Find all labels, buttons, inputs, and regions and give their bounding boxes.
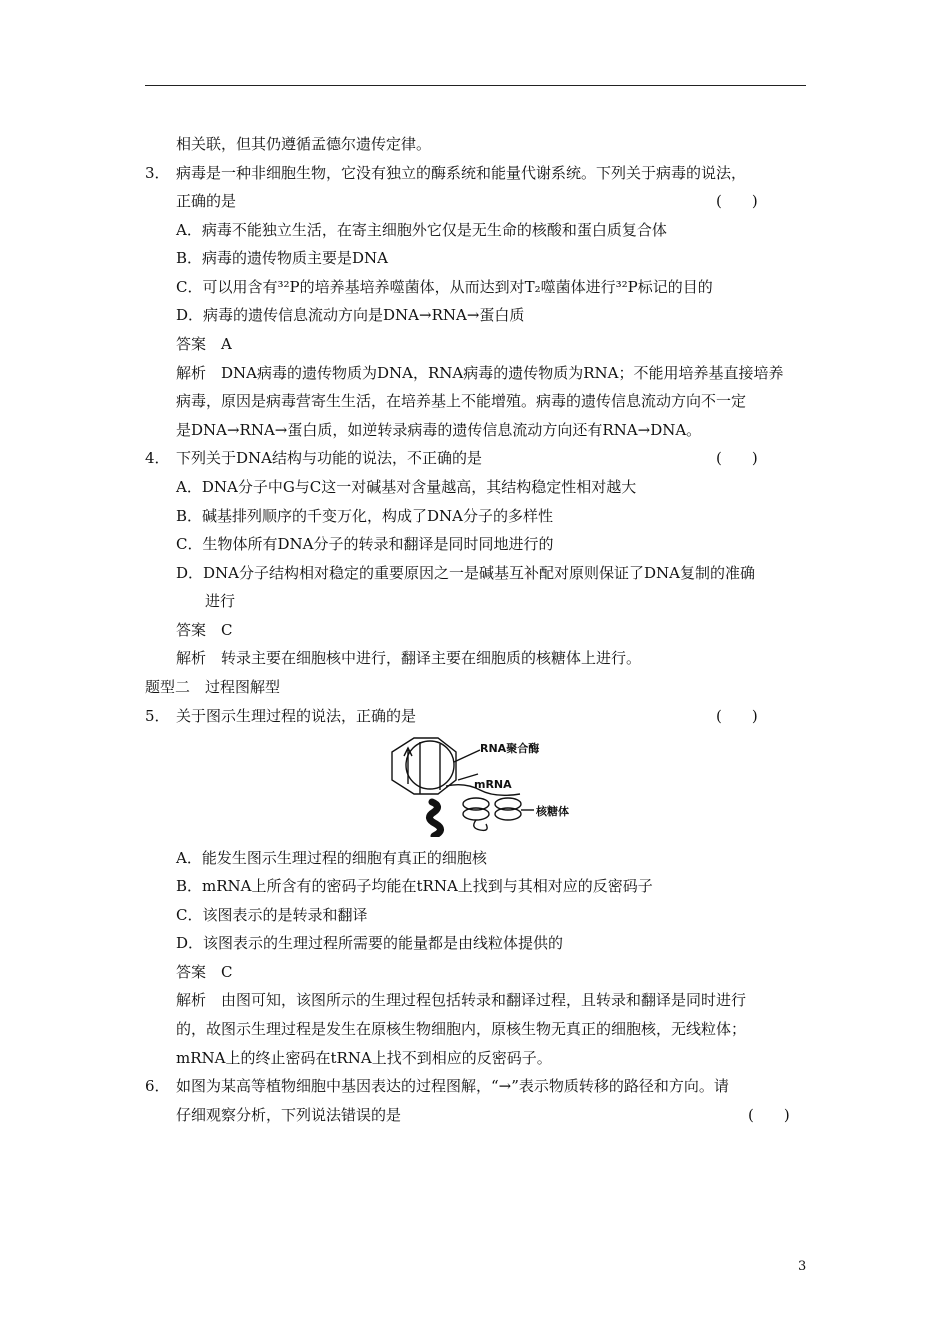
question-stem: 如图为某高等植物细胞中基因表达的过程图解，“→”表示物质转移的路径和方向。请 <box>176 1077 729 1095</box>
answer-blank: ( ) <box>716 449 758 467</box>
explanation: 是DNA→RNA→蛋白质，如逆转录病毒的遗传信息流动方向还有RNA→DNA。 <box>176 421 702 439</box>
explanation: 病毒，原因是病毒营寄生生活，在培养基上不能增殖。病毒的遗传信息流动方向不一定 <box>176 392 747 410</box>
option-d: D．病毒的遗传信息流动方向是DNA→RNA→蛋白质 <box>176 306 525 324</box>
option-b: B．病毒的遗传物质主要是DNA <box>176 249 389 267</box>
question-stem: 仔细观察分析，下列说法错误的是 <box>176 1106 402 1124</box>
label-mrna: mRNA <box>474 778 512 791</box>
question-stem: 下列关于DNA结构与功能的说法，不正确的是 <box>176 449 482 467</box>
rna-polymerase-pointer <box>454 750 480 762</box>
rna-polymerase-circle <box>406 741 454 789</box>
page-number: 3 <box>798 1259 807 1274</box>
transcription-translation-figure <box>380 732 590 837</box>
text-line: 相关联，但其仍遵循孟德尔遗传定律。 <box>176 135 432 153</box>
question-stem: 病毒是一种非细胞生物，它没有独立的酶系统和能量代谢系统。下列关于病毒的说法， <box>176 164 747 182</box>
explanation: mRNA上的终止密码在tRNA上找不到相应的反密码子。 <box>176 1049 552 1067</box>
question-stem: 关于图示生理过程的说法，正确的是 <box>176 707 417 725</box>
option-c: C．生物体所有DNA分子的转录和翻译是同时同地进行的 <box>176 535 554 553</box>
option-d: D．DNA分子结构相对稳定的重要原因之一是碱基互补配对原则保证了DNA复制的准确 <box>176 564 755 582</box>
dna-coil <box>429 802 440 836</box>
explanation: 解析 DNA病毒的遗传物质为DNA，RNA病毒的遗传物质为RNA；不能用培养基直接培养 <box>176 364 784 382</box>
question-number: 5． <box>145 707 170 725</box>
option-c: C．可以用含有³²P的培养基培养噬菌体，从而达到对T₂噬菌体进行³²P标记的目的 <box>176 278 713 296</box>
option-a: A．DNA分子中G与C这一对碱基对含量越高，其结构稳定性相对越大 <box>176 478 637 496</box>
answer: 答案 A <box>176 335 232 353</box>
option-b: B．mRNA上所含有的密码子均能在tRNA上找到与其相对应的反密码子 <box>176 877 653 895</box>
option-c: C．该图表示的是转录和翻译 <box>176 906 368 924</box>
label-rna-polymerase: RNA聚合酶 <box>480 742 540 755</box>
answer-blank: ( ) <box>716 707 758 725</box>
question-number: 4． <box>145 449 170 467</box>
question-number: 3． <box>145 164 170 182</box>
option-d-continued: 进行 <box>205 592 236 610</box>
question-stem: 正确的是 <box>176 192 237 210</box>
header-rule <box>145 85 806 86</box>
answer: 答案 C <box>176 621 233 639</box>
label-ribosome: 核糖体 <box>536 805 569 818</box>
option-d: D．该图表示的生理过程所需要的能量都是由线粒体提供的 <box>176 934 564 952</box>
answer-blank: ( ) <box>716 192 758 210</box>
explanation: 解析 由图可知，该图所示的生理过程包括转录和翻译过程，且转录和翻译是同时进行 <box>176 991 747 1009</box>
option-a: A．能发生图示生理过程的细胞有真正的细胞核 <box>176 849 487 867</box>
question-number: 6． <box>145 1077 170 1095</box>
explanation: 解析 转录主要在细胞核中进行，翻译主要在细胞质的核糖体上进行。 <box>176 649 642 667</box>
option-b: B．碱基排列顺序的千变万化，构成了DNA分子的多样性 <box>176 507 554 525</box>
answer: 答案 C <box>176 963 233 981</box>
answer-blank: ( ) <box>748 1106 790 1124</box>
explanation: 的，故图示生理过程是发生在原核生物细胞内，原核生物无真正的细胞核，无线粒体； <box>176 1020 747 1038</box>
option-a: A．病毒不能独立生活，在寄主细胞外它仅是无生命的核酸和蛋白质复合体 <box>176 221 667 239</box>
polypeptide-chain <box>474 820 487 830</box>
section-heading: 题型二 过程图解型 <box>145 678 281 696</box>
